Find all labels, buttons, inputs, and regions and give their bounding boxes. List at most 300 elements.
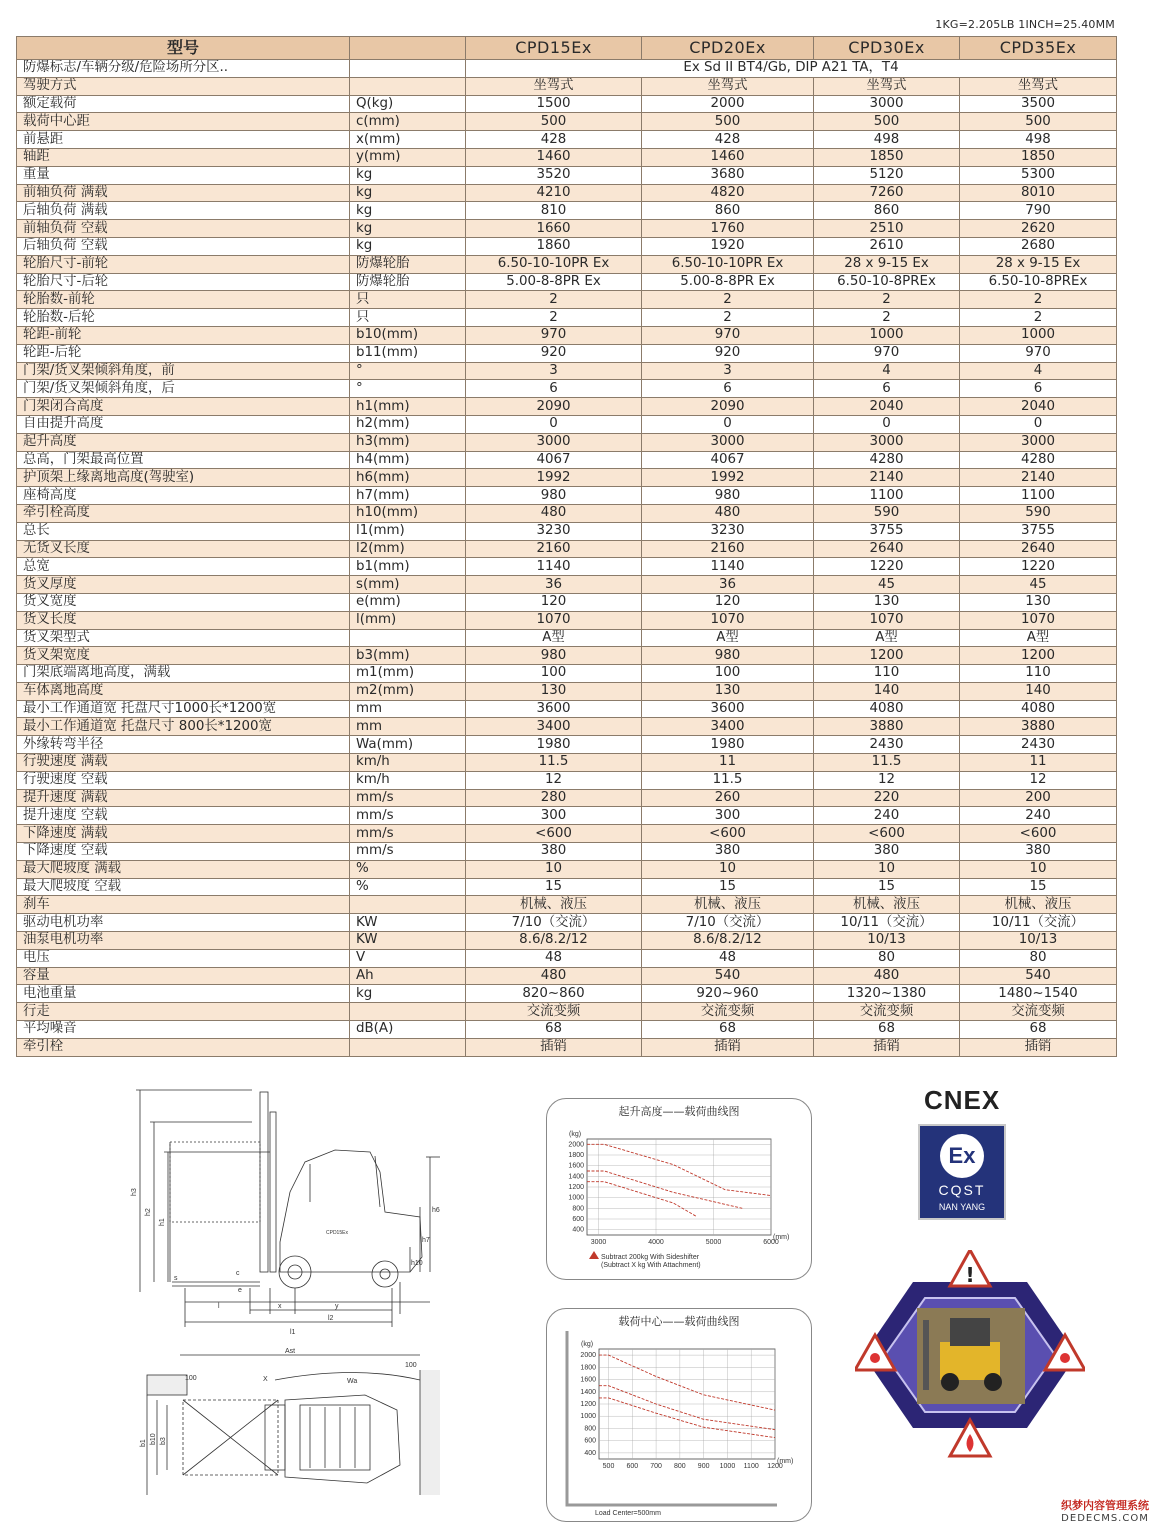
row-unit: mm/s: [350, 843, 466, 861]
row-value: 1070: [960, 611, 1117, 629]
row-unit: [350, 1038, 466, 1056]
row-label: 刹车: [17, 896, 350, 914]
row-value: 1140: [466, 558, 642, 576]
row-value: 260: [642, 789, 814, 807]
row-value: 120: [466, 593, 642, 611]
y-tick-label: 400: [572, 1226, 584, 1234]
row-label: 平均噪音: [17, 1021, 350, 1039]
row-value: 428: [466, 131, 642, 149]
row-value: 130: [814, 593, 960, 611]
row-unit: kg: [350, 184, 466, 202]
y-axis-label: (kg): [569, 1131, 582, 1138]
exclamation-icon: !: [965, 1263, 975, 1287]
row-value: 4280: [960, 451, 1117, 469]
row-label: 最大爬坡度 空载: [17, 878, 350, 896]
row-label: 驾驶方式: [17, 77, 350, 95]
row-value: 498: [960, 131, 1117, 149]
row-value: 920: [466, 344, 642, 362]
dim-100-left: 100: [185, 1375, 197, 1382]
spec-row: [17, 932, 1117, 950]
row-value: 4067: [642, 451, 814, 469]
spec-row: [17, 184, 1117, 202]
cqst-text: CQST: [938, 1182, 986, 1198]
row-value: 1000: [814, 326, 960, 344]
x-tick-label: 4000: [648, 1239, 664, 1246]
row-value: 2: [814, 309, 960, 327]
row-value: 80: [960, 949, 1117, 967]
row-value: 100: [466, 665, 642, 683]
dim-s: s: [174, 1275, 178, 1282]
row-label: 货叉架宽度: [17, 647, 350, 665]
spec-row: [17, 255, 1117, 273]
row-unit: h4(mm): [350, 451, 466, 469]
dim-h2: h2: [145, 1208, 152, 1216]
row-value: 110: [960, 665, 1117, 683]
spec-row: [17, 95, 1117, 113]
row-label: 容量: [17, 967, 350, 985]
dim-y: y: [335, 1303, 339, 1310]
row-value: 480: [466, 504, 642, 522]
row-value: 820~860: [466, 985, 642, 1003]
row-value: 110: [814, 665, 960, 683]
row-label: 后轴负荷 满载: [17, 202, 350, 220]
row-unit: Q(kg): [350, 95, 466, 113]
row-unit: b11(mm): [350, 344, 466, 362]
row-unit: x(mm): [350, 131, 466, 149]
row-value: 3000: [960, 433, 1117, 451]
spec-row: [17, 540, 1117, 558]
load-center-chart: [547, 1309, 811, 1521]
spec-row: [17, 754, 1117, 772]
row-label: 门架闭合高度: [17, 398, 350, 416]
row-value: 48: [466, 949, 642, 967]
row-value: 3000: [466, 433, 642, 451]
y-tick-label: 1000: [580, 1413, 596, 1421]
dim-h3: h3: [131, 1188, 138, 1196]
lift-height-chart: [547, 1099, 811, 1279]
row-value: <600: [642, 825, 814, 843]
row-value: 7/10（交流）: [466, 914, 642, 932]
row-value: 2040: [814, 398, 960, 416]
watermark-line2: DEDECMS.COM: [1061, 1513, 1149, 1524]
row-value: 28 x 9-15 Ex: [960, 255, 1117, 273]
row-value: 4: [960, 362, 1117, 380]
spec-row: [17, 202, 1117, 220]
y-tick-label: 2000: [580, 1352, 596, 1360]
dim-b1: b1: [140, 1439, 147, 1447]
row-value: 3880: [960, 718, 1117, 736]
x-tick-label: 1100: [743, 1463, 759, 1470]
row-unit: s(mm): [350, 576, 466, 594]
row-value: 480: [642, 504, 814, 522]
row-value: 498: [814, 131, 960, 149]
row-unit: %: [350, 860, 466, 878]
row-value: 1500: [466, 95, 642, 113]
row-value: 2510: [814, 220, 960, 238]
row-value: 2: [642, 309, 814, 327]
row-value: 6: [466, 380, 642, 398]
row-value: 1460: [466, 148, 642, 166]
row-value: 0: [960, 415, 1117, 433]
row-label: 轴距: [17, 148, 350, 166]
row-label: 行驶速度 满载: [17, 754, 350, 772]
row-value: 240: [960, 807, 1117, 825]
row-value: 3000: [642, 433, 814, 451]
row-value: 540: [960, 967, 1117, 985]
row-unit: [350, 629, 466, 647]
spec-row: [17, 326, 1117, 344]
dim-wa: Wa: [347, 1378, 358, 1385]
row-value: 插销: [814, 1038, 960, 1056]
spec-row: [17, 77, 1117, 95]
row-unit: V: [350, 949, 466, 967]
row-value: 130: [960, 593, 1117, 611]
spec-row: [17, 914, 1117, 932]
dim-h1: h1: [159, 1218, 166, 1226]
spec-row: [17, 469, 1117, 487]
row-unit: l(mm): [350, 611, 466, 629]
cqst-cert-badge: [918, 1124, 1006, 1220]
row-value: 920~960: [642, 985, 814, 1003]
row-label: 电池重量: [17, 985, 350, 1003]
row-value: 3500: [960, 95, 1117, 113]
row-value: 8.6/8.2/12: [642, 932, 814, 950]
spec-row: [17, 629, 1117, 647]
row-label: 门架底端离地高度，满载: [17, 665, 350, 683]
load-center-note: Load Center=500mm: [595, 1510, 661, 1517]
row-value: 7/10（交流）: [642, 914, 814, 932]
series-line: [599, 1355, 775, 1410]
row-value: 2: [466, 291, 642, 309]
row-label: 车体离地高度: [17, 682, 350, 700]
x-tick-label: 5000: [705, 1239, 722, 1246]
row-value: 1860: [466, 237, 642, 255]
row-label: 下降速度 空载: [17, 843, 350, 861]
dim-l1: l1: [290, 1329, 296, 1336]
row-value: A型: [466, 629, 642, 647]
model-header-label: 型号: [17, 37, 350, 60]
spec-row: [17, 291, 1117, 309]
row-value: 200: [960, 789, 1117, 807]
x-tick-label: 800: [674, 1463, 686, 1470]
row-label: 牵引栓高度: [17, 504, 350, 522]
row-value: 2000: [642, 95, 814, 113]
row-value: 1992: [642, 469, 814, 487]
row-value: 2: [960, 291, 1117, 309]
row-value: 6: [642, 380, 814, 398]
row-value: 1100: [960, 487, 1117, 505]
row-value: 8010: [960, 184, 1117, 202]
explosion-mark-value: Ex Sd II BT4/Gb, DIP A21 TA，T4: [466, 60, 1117, 78]
row-value: 80: [814, 949, 960, 967]
y-tick-label: 1400: [568, 1173, 584, 1181]
row-value: 4080: [814, 700, 960, 718]
row-value: 4280: [814, 451, 960, 469]
row-unit: [350, 77, 466, 95]
y-tick-label: 800: [572, 1205, 584, 1213]
row-unit: mm/s: [350, 789, 466, 807]
row-unit: m1(mm): [350, 665, 466, 683]
row-value: 3680: [642, 166, 814, 184]
row-label: 门架/货叉架倾斜角度，前: [17, 362, 350, 380]
row-value: 3230: [466, 522, 642, 540]
dim-x: x: [278, 1303, 282, 1310]
row-label: 自由提升高度: [17, 415, 350, 433]
row-value: 140: [960, 682, 1117, 700]
hazard-hexagon: [855, 1250, 1085, 1460]
row-value: 2430: [960, 736, 1117, 754]
spec-row: [17, 451, 1117, 469]
row-value: 11.5: [466, 754, 642, 772]
row-value: 3600: [466, 700, 642, 718]
row-value: 380: [960, 843, 1117, 861]
dim-e: e: [238, 1287, 242, 1294]
row-value: 980: [642, 647, 814, 665]
row-value: 980: [466, 487, 642, 505]
row-unit: Ah: [350, 967, 466, 985]
spec-row: [17, 558, 1117, 576]
row-value: 1220: [960, 558, 1117, 576]
spec-row: [17, 985, 1117, 1003]
row-value: 4820: [642, 184, 814, 202]
row-value: 2090: [466, 398, 642, 416]
row-unit: h1(mm): [350, 398, 466, 416]
dim-100-right: 100: [405, 1362, 417, 1369]
row-label: 提升速度 空载: [17, 807, 350, 825]
row-unit: kg: [350, 202, 466, 220]
spec-row: [17, 825, 1117, 843]
row-value: 500: [642, 113, 814, 131]
row-value: 插销: [960, 1038, 1117, 1056]
row-value: 480: [814, 967, 960, 985]
spec-row: [17, 878, 1117, 896]
row-value: 6: [960, 380, 1117, 398]
spec-row: [17, 398, 1117, 416]
spec-row: [17, 611, 1117, 629]
spec-row: [17, 576, 1117, 594]
row-value: 10/11（交流）: [960, 914, 1117, 932]
row-value: 3000: [814, 95, 960, 113]
lift-height-chart-title: 起升高度——载荷曲线图: [618, 1105, 740, 1118]
row-value: 插销: [466, 1038, 642, 1056]
dim-h6: h6: [432, 1207, 440, 1214]
dim-b10: b10: [150, 1433, 157, 1445]
row-label: 货叉宽度: [17, 593, 350, 611]
row-value: 2090: [642, 398, 814, 416]
row-value: 1140: [642, 558, 814, 576]
load-center-chart-title: 载荷中心——载荷曲线图: [618, 1315, 740, 1328]
row-label: 牵引栓: [17, 1038, 350, 1056]
row-label: 提升速度 满载: [17, 789, 350, 807]
row-value: 机械、液压: [814, 896, 960, 914]
spec-row: [17, 148, 1117, 166]
row-value: 68: [960, 1021, 1117, 1039]
row-label: 轮胎尺寸-前轮: [17, 255, 350, 273]
row-value: 2640: [960, 540, 1117, 558]
row-value: 5.00-8-8PR Ex: [466, 273, 642, 291]
row-unit: %: [350, 878, 466, 896]
row-value: 1660: [466, 220, 642, 238]
spec-row: [17, 860, 1117, 878]
row-value: 15: [642, 878, 814, 896]
row-value: 130: [466, 682, 642, 700]
spec-row: [17, 718, 1117, 736]
row-value: 机械、液压: [466, 896, 642, 914]
row-value: 300: [642, 807, 814, 825]
row-value: 28 x 9-15 Ex: [814, 255, 960, 273]
row-value: 1980: [466, 736, 642, 754]
row-label: 重量: [17, 166, 350, 184]
row-label: 座椅高度: [17, 487, 350, 505]
row-value: 坐驾式: [642, 77, 814, 95]
spec-row: [17, 967, 1117, 985]
row-unit: b1(mm): [350, 558, 466, 576]
row-unit: KW: [350, 914, 466, 932]
row-value: 6.50-10-10PR Ex: [466, 255, 642, 273]
row-value: 1850: [814, 148, 960, 166]
row-unit: h3(mm): [350, 433, 466, 451]
row-value: 980: [642, 487, 814, 505]
row-label: 驱动电机功率: [17, 914, 350, 932]
row-value: A型: [814, 629, 960, 647]
row-value: 3230: [642, 522, 814, 540]
spec-row: [17, 843, 1117, 861]
dim-b3: b3: [160, 1437, 167, 1445]
row-label: 货叉厚度: [17, 576, 350, 594]
row-value: 1000: [960, 326, 1117, 344]
row-value: 3520: [466, 166, 642, 184]
row-value: 4210: [466, 184, 642, 202]
row-label: 防爆标志/车辆分级/危险场所分区..: [17, 60, 350, 78]
row-unit: km/h: [350, 771, 466, 789]
row-value: 10/13: [814, 932, 960, 950]
row-value: 790: [960, 202, 1117, 220]
row-value: 11.5: [814, 754, 960, 772]
row-unit: KW: [350, 932, 466, 950]
row-value: 980: [466, 647, 642, 665]
row-unit: °: [350, 362, 466, 380]
row-label: 前轴负荷 空载: [17, 220, 350, 238]
row-unit: kg: [350, 166, 466, 184]
row-value: 3600: [642, 700, 814, 718]
spec-row: [17, 220, 1117, 238]
row-value: 2640: [814, 540, 960, 558]
spec-row: [17, 647, 1117, 665]
row-label: 油泵电机功率: [17, 932, 350, 950]
y-tick-label: 600: [572, 1216, 584, 1223]
row-value: 120: [642, 593, 814, 611]
row-value: <600: [466, 825, 642, 843]
row-value: 68: [642, 1021, 814, 1039]
row-value: <600: [960, 825, 1117, 843]
row-value: 970: [642, 326, 814, 344]
row-unit: h6(mm): [350, 469, 466, 487]
row-label: 前悬距: [17, 131, 350, 149]
row-value: 920: [642, 344, 814, 362]
row-value: 0: [466, 415, 642, 433]
spec-row: [17, 807, 1117, 825]
row-unit: l2(mm): [350, 540, 466, 558]
row-value: 380: [814, 843, 960, 861]
row-value: 0: [642, 415, 814, 433]
row-unit: °: [350, 380, 466, 398]
row-label: 后轴负荷 空载: [17, 237, 350, 255]
row-value: 3400: [642, 718, 814, 736]
spec-row: [17, 131, 1117, 149]
row-value: 36: [642, 576, 814, 594]
spec-row: [17, 771, 1117, 789]
spec-row: [17, 736, 1117, 754]
row-label: 轮距-前轮: [17, 326, 350, 344]
spec-row: [17, 522, 1117, 540]
spec-row: [17, 362, 1117, 380]
nanyang-text: NAN YANG: [938, 1202, 986, 1212]
warning-triangle-top: [950, 1250, 990, 1287]
row-value: 1850: [960, 148, 1117, 166]
row-value: 2040: [960, 398, 1117, 416]
series-line: [587, 1144, 771, 1195]
row-value: 15: [960, 878, 1117, 896]
row-value: 11: [960, 754, 1117, 772]
row-label: 总长: [17, 522, 350, 540]
spec-row: [17, 896, 1117, 914]
x-tick-label: 1000: [719, 1463, 736, 1470]
spec-row: [17, 682, 1117, 700]
y-tick-label: 1600: [580, 1376, 596, 1384]
row-label: 前轴负荷 满载: [17, 184, 350, 202]
spec-row: [17, 415, 1117, 433]
row-value: 交流变频: [466, 1003, 642, 1021]
top-view-drawing: [135, 1345, 445, 1505]
row-value: 2: [814, 291, 960, 309]
row-value: A型: [960, 629, 1117, 647]
row-value: 590: [814, 504, 960, 522]
row-unit: [350, 1003, 466, 1021]
fork-outline: [567, 1331, 777, 1505]
spec-row: [17, 273, 1117, 291]
row-label: 轮胎数-后轮: [17, 309, 350, 327]
dim-ast: Ast: [285, 1348, 296, 1355]
row-value: 2: [960, 309, 1117, 327]
row-unit: l1(mm): [350, 522, 466, 540]
row-label: 最小工作通道宽 托盘尺寸1000长*1200宽: [17, 700, 350, 718]
row-label: 最小工作通道宽 托盘尺寸 800长*1200宽: [17, 718, 350, 736]
row-unit: h10(mm): [350, 504, 466, 522]
row-value: 6: [814, 380, 960, 398]
row-value: 970: [960, 344, 1117, 362]
row-value: 3755: [814, 522, 960, 540]
row-label: 电压: [17, 949, 350, 967]
row-label: 轮胎数-前轮: [17, 291, 350, 309]
row-value: 8.6/8.2/12: [466, 932, 642, 950]
model-header: CPD20Ex: [642, 37, 814, 60]
row-value: 11: [642, 754, 814, 772]
unit-header: [350, 37, 466, 60]
row-value: 540: [642, 967, 814, 985]
load-center-chart-panel: [546, 1308, 812, 1522]
row-label: 最大爬坡度 满载: [17, 860, 350, 878]
row-value: 交流变频: [642, 1003, 814, 1021]
row-label: 起升高度: [17, 433, 350, 451]
row-label: 总宽: [17, 558, 350, 576]
row-label: 轮距-后轮: [17, 344, 350, 362]
dim-l: l: [218, 1303, 220, 1310]
row-value: 10: [814, 860, 960, 878]
row-label: 行走: [17, 1003, 350, 1021]
row-value: 2160: [466, 540, 642, 558]
attachment-note: (Subtract X kg With Attachment): [601, 1262, 701, 1269]
row-value: 2: [466, 309, 642, 327]
